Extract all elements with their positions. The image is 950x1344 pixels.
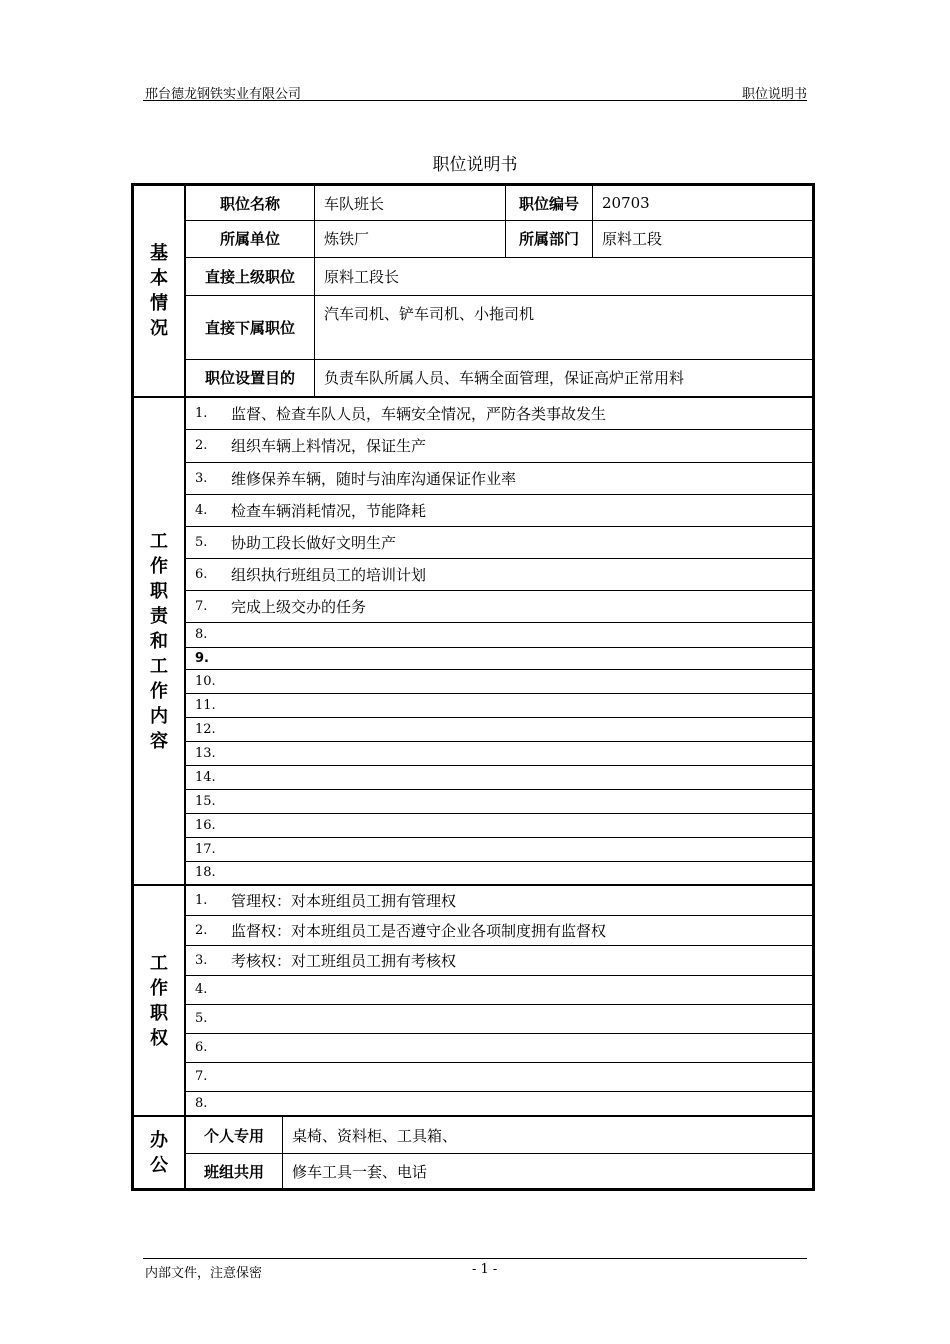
list-item: [186, 429, 813, 462]
list-item: [186, 669, 813, 693]
item-number: 8.: [195, 627, 208, 642]
item-number: 3.: [195, 470, 208, 486]
subordinate-value: 汽车司机、铲车司机、小拖司机: [324, 305, 535, 323]
section-label-char: 作: [150, 555, 168, 577]
dept-label: 所属部门: [518, 230, 579, 248]
list-item: [186, 494, 813, 526]
confidential-note: 内部文件，注意保密: [145, 1266, 263, 1281]
item-number: 6.: [195, 566, 208, 582]
section-label-char: 容: [150, 730, 168, 752]
item-number: 1.: [195, 893, 208, 908]
item-text: 考核权：对工班组员工拥有考核权: [231, 951, 457, 970]
list-item: [186, 717, 813, 741]
list-item: [186, 813, 813, 837]
list-item: [186, 861, 813, 884]
item-number: 7.: [195, 1069, 208, 1084]
list-item: [186, 789, 813, 813]
section-label-char: 责: [150, 605, 168, 627]
item-text: 组织执行班组员工的培训计划: [231, 565, 427, 584]
section-label-char: 职: [150, 1002, 168, 1024]
section-label-char: 本: [150, 268, 168, 289]
dept-value: 原料工段: [602, 230, 663, 248]
purpose-value: 负责车队所属人员、车辆全面管理，保证高炉正常用料: [324, 369, 685, 387]
item-number: 2.: [195, 922, 208, 938]
item-number: 12.: [195, 721, 216, 737]
item-number: 8.: [195, 1095, 208, 1111]
list-item: [186, 1091, 813, 1115]
item-text: 监督权：对本班组员工是否遵守企业各项制度拥有监督权: [231, 921, 607, 940]
item-number: 11.: [195, 697, 216, 713]
shared-use-label: 班组共用: [203, 1162, 264, 1181]
list-item: [186, 915, 813, 945]
item-number: 7.: [195, 598, 208, 614]
header-divider: [143, 100, 807, 101]
list-item: [186, 398, 813, 429]
section-basic-info: [134, 186, 184, 396]
section-label-char: 职: [150, 580, 168, 602]
section-label-char: 基: [150, 243, 168, 264]
item-number: 4.: [195, 502, 208, 518]
list-item: [186, 741, 813, 765]
list-item: [186, 1004, 813, 1033]
section-label-char: 作: [150, 680, 168, 702]
section-office: [134, 1117, 184, 1188]
item-text: 维修保养车辆，随时与油库沟通保证作业率: [231, 469, 517, 488]
item-number: 17.: [195, 841, 216, 857]
item-number: 15.: [195, 793, 216, 809]
item-number: 4.: [195, 982, 208, 997]
unit-label: 所属单位: [219, 230, 280, 248]
section-label-char: 和: [150, 630, 168, 652]
superior-value: 原料工段长: [324, 267, 400, 286]
list-item: [186, 975, 813, 1004]
list-item: [186, 837, 813, 861]
list-item: [186, 526, 813, 558]
item-text: 监督、检查车队人员，车辆安全情况，严防各类事故发生: [231, 405, 607, 423]
footer-divider: [143, 1258, 807, 1259]
section-label-char: 工: [150, 655, 168, 677]
item-number: 14.: [195, 769, 216, 785]
section-label-char: 公: [150, 1154, 168, 1176]
item-number: 10.: [195, 673, 216, 689]
superior-label: 直接上级职位: [204, 267, 295, 286]
section-label-char: 工: [150, 530, 168, 552]
section-label-char: 工: [150, 952, 168, 974]
section-duties: [134, 398, 184, 884]
subordinate-label: 直接下属职位: [204, 318, 295, 337]
list-item: [186, 622, 813, 647]
item-number: 5.: [195, 534, 208, 550]
personal-use-label: 个人专用: [203, 1126, 264, 1145]
personal-use-value: 桌椅、资料柜、工具箱、: [292, 1126, 458, 1145]
section-label-char: 权: [150, 1027, 168, 1049]
item-number: 5.: [195, 1011, 208, 1026]
position-name-value: 车队班长: [324, 194, 385, 213]
item-number: 1.: [195, 406, 208, 421]
shared-use-value: 修车工具一套、电话: [292, 1162, 428, 1181]
item-number: 3.: [195, 952, 208, 968]
item-number: 16.: [195, 817, 216, 833]
list-item: [186, 886, 813, 915]
unit-value: 炼铁厂: [324, 230, 370, 248]
position-name-label: 职位名称: [219, 194, 280, 213]
page-number: - 1 -: [472, 1262, 498, 1277]
list-item: [186, 647, 813, 669]
item-text: 管理权：对本班组员工拥有管理权: [231, 892, 457, 910]
item-number: 6.: [195, 1040, 208, 1055]
section-authority: [134, 886, 184, 1115]
company-name: 邢台德龙钢铁实业有限公司: [145, 87, 302, 102]
list-item: [186, 765, 813, 789]
item-text: 协助工段长做好文明生产: [231, 533, 397, 552]
section-label-char: 内: [150, 705, 168, 727]
section-label-char: 作: [150, 977, 168, 999]
position-code-label: 职位编号: [518, 194, 579, 213]
item-number: 18.: [195, 865, 216, 880]
list-item: [186, 1033, 813, 1062]
purpose-label: 职位设置目的: [204, 369, 295, 387]
list-item: [186, 558, 813, 590]
header-doc-type: 职位说明书: [741, 87, 807, 102]
list-item: [186, 590, 813, 622]
section-label-char: 情: [150, 293, 168, 314]
item-number: 2.: [195, 438, 208, 453]
item-text: 检查车辆消耗情况，节能降耗: [231, 501, 427, 520]
list-item: [186, 1062, 813, 1091]
page-title: 职位说明书: [432, 155, 518, 175]
section-label-char: 办: [150, 1129, 168, 1151]
item-number: 9.: [195, 650, 209, 666]
section-label-char: 况: [150, 318, 168, 339]
item-text: 完成上级交办的任务: [231, 597, 367, 616]
item-text: 组织车辆上料情况，保证生产: [231, 437, 427, 455]
list-item: [186, 693, 813, 717]
list-item: [186, 945, 813, 975]
item-number: 13.: [195, 745, 216, 761]
list-item: [186, 462, 813, 494]
position-code-value: 20703: [602, 194, 650, 212]
